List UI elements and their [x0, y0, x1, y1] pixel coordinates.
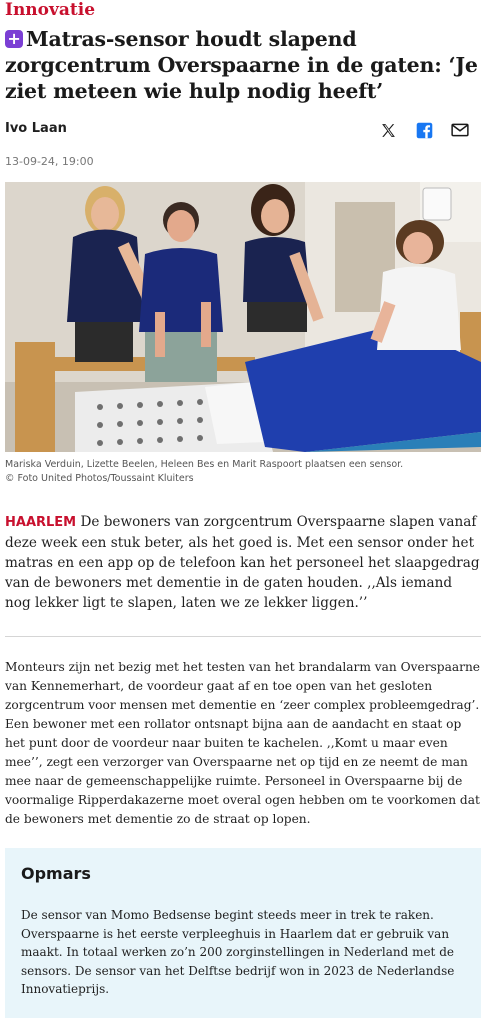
category-label[interactable]: Innovatie: [5, 0, 96, 20]
x-logo-icon[interactable]: [378, 120, 398, 140]
info-box-title: Opmars: [21, 864, 91, 883]
article-lead: [5, 512, 481, 613]
author-name[interactable]: Ivo Laan: [5, 121, 67, 136]
info-box-text: De sensor van Momo Bedsense begint steeds meer in trek te raken. Overspaarne is het eerste verpleeghuis in Haarlem dat er gebruik van maakt. In totaal werken zo’n 200 zorginstellingen in Nederland met de sensors. De sensor van het Delftse bedrijf won in 2023 de Nederlandse Innovatieprijs.: [21, 908, 455, 996]
lead-text: De bewoners van zorgcentrum Overspaarne slapen vanaf deze week een stuk beter, als het goed is. Met een sensor onder het matras en een app op de telefoon kan het personeel het slaapgedrag van de bewoners met dementie in de gaten houden. ,,Als iemand nog lekker ligt te slapen, laten we ze lekker liggen.’’: [5, 514, 480, 611]
article-photo[interactable]: [5, 182, 481, 452]
caption-text: Mariska Verduin, Lizette Beelen, Heleen Bes en Marit Raspoort plaatsen een sensor.: [5, 459, 404, 470]
divider: [5, 636, 481, 637]
headline-text: Matras-sensor houdt slapend zorgcentrum Overspaarne in de gaten: ‘Je ziet meteen wie hulp nodig heeft’: [5, 27, 478, 103]
photo-illustration: [5, 182, 481, 452]
premium-plus-icon: +: [5, 30, 23, 48]
mail-icon[interactable]: [450, 120, 470, 140]
photo-caption: [5, 458, 481, 486]
info-box: [5, 848, 481, 1018]
dateline-place: HAARLEM: [5, 515, 77, 530]
photo-credit: © Foto United Photos/Toussaint Kluiters: [5, 473, 194, 484]
publish-date: 13-09-24, 19:00: [5, 155, 94, 168]
share-bar: [378, 120, 470, 140]
facebook-icon[interactable]: [414, 120, 434, 140]
headline: [5, 26, 481, 104]
article-paragraph: Monteurs zijn net bezig met het testen van het brandalarm van Overspaarne van Kennemerhart, de voordeur gaat af en toe open van het gesloten zorgcentrum voor mensen met dementie en ‘zeer complex probleemgedrag’. Een bewoner met een rollator ontsnapt bijna aan de aandacht en staat op het punt door de voordeur naar buiten te kachelen. ,,Komt u maar even mee’’, zegt een verzorger van Overspaarne net op tijd en ze neemt de man mee naar de gemeenschappelijke ruimte. Personeel in Overspaarne bij de voormalige Ripperdakazerne moet overal ogen hebben om te voorkomen dat de bewoners met dementie zo de straat op lopen.: [5, 660, 481, 826]
